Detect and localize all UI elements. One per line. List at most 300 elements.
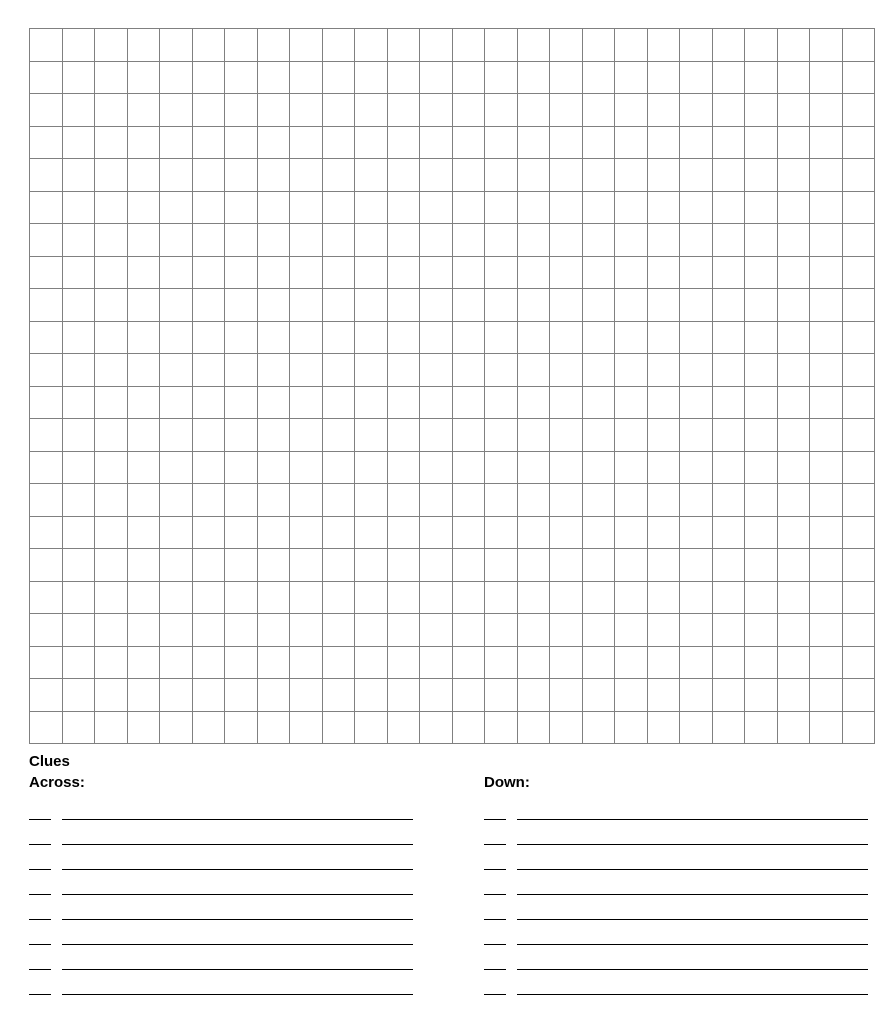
clue-number-blank[interactable] <box>29 993 51 995</box>
clue-text-blank[interactable] <box>62 993 413 995</box>
crossword-cell[interactable] <box>745 94 778 127</box>
crossword-cell[interactable] <box>810 191 843 224</box>
crossword-cell[interactable] <box>810 29 843 62</box>
crossword-cell[interactable] <box>680 419 713 452</box>
crossword-cell[interactable] <box>290 516 323 549</box>
clue-text-blank[interactable] <box>62 868 413 870</box>
crossword-cell[interactable] <box>30 29 63 62</box>
crossword-cell[interactable] <box>322 549 355 582</box>
crossword-cell[interactable] <box>550 256 583 289</box>
crossword-cell[interactable] <box>225 126 258 159</box>
crossword-cell[interactable] <box>550 711 583 744</box>
crossword-cell[interactable] <box>582 191 615 224</box>
crossword-cell[interactable] <box>62 126 95 159</box>
crossword-cell[interactable] <box>62 679 95 712</box>
crossword-cell[interactable] <box>582 679 615 712</box>
crossword-cell[interactable] <box>712 29 745 62</box>
crossword-cell[interactable] <box>777 354 810 387</box>
crossword-cell[interactable] <box>192 191 225 224</box>
crossword-cell[interactable] <box>160 321 193 354</box>
clue-text-blank[interactable] <box>62 893 413 895</box>
crossword-cell[interactable] <box>355 289 388 322</box>
crossword-cell[interactable] <box>712 646 745 679</box>
crossword-cell[interactable] <box>355 29 388 62</box>
crossword-cell[interactable] <box>550 679 583 712</box>
clue-number-blank[interactable] <box>484 993 506 995</box>
crossword-cell[interactable] <box>127 94 160 127</box>
crossword-cell[interactable] <box>485 94 518 127</box>
crossword-cell[interactable] <box>30 451 63 484</box>
crossword-cell[interactable] <box>127 289 160 322</box>
crossword-cell[interactable] <box>420 289 453 322</box>
clue-number-blank[interactable] <box>29 843 51 845</box>
crossword-cell[interactable] <box>387 159 420 192</box>
crossword-cell[interactable] <box>485 711 518 744</box>
crossword-cell[interactable] <box>452 126 485 159</box>
crossword-cell[interactable] <box>95 321 128 354</box>
clue-number-blank[interactable] <box>484 818 506 820</box>
crossword-cell[interactable] <box>745 516 778 549</box>
crossword-cell[interactable] <box>712 484 745 517</box>
crossword-cell[interactable] <box>517 29 550 62</box>
crossword-cell[interactable] <box>712 354 745 387</box>
crossword-cell[interactable] <box>550 419 583 452</box>
clue-number-blank[interactable] <box>29 818 51 820</box>
crossword-cell[interactable] <box>517 516 550 549</box>
clue-text-blank[interactable] <box>62 968 413 970</box>
crossword-cell[interactable] <box>257 516 290 549</box>
crossword-cell[interactable] <box>582 516 615 549</box>
crossword-cell[interactable] <box>420 321 453 354</box>
crossword-cell[interactable] <box>355 159 388 192</box>
crossword-cell[interactable] <box>30 679 63 712</box>
crossword-cell[interactable] <box>647 61 680 94</box>
crossword-cell[interactable] <box>290 224 323 257</box>
crossword-cell[interactable] <box>745 321 778 354</box>
crossword-cell[interactable] <box>712 386 745 419</box>
crossword-cell[interactable] <box>355 321 388 354</box>
crossword-cell[interactable] <box>257 451 290 484</box>
crossword-cell[interactable] <box>127 419 160 452</box>
crossword-cell[interactable] <box>550 646 583 679</box>
clue-number-blank[interactable] <box>484 943 506 945</box>
crossword-cell[interactable] <box>517 224 550 257</box>
crossword-cell[interactable] <box>192 679 225 712</box>
crossword-cell[interactable] <box>30 159 63 192</box>
clue-text-blank[interactable] <box>62 918 413 920</box>
crossword-cell[interactable] <box>62 451 95 484</box>
clue-text-blank[interactable] <box>517 818 868 820</box>
crossword-cell[interactable] <box>810 94 843 127</box>
crossword-cell[interactable] <box>517 484 550 517</box>
crossword-cell[interactable] <box>387 321 420 354</box>
crossword-cell[interactable] <box>452 61 485 94</box>
crossword-cell[interactable] <box>387 224 420 257</box>
crossword-cell[interactable] <box>127 159 160 192</box>
crossword-cell[interactable] <box>550 224 583 257</box>
crossword-cell[interactable] <box>777 224 810 257</box>
crossword-cell[interactable] <box>615 94 648 127</box>
crossword-cell[interactable] <box>550 29 583 62</box>
clue-text-blank[interactable] <box>517 918 868 920</box>
crossword-cell[interactable] <box>842 484 875 517</box>
crossword-cell[interactable] <box>322 321 355 354</box>
crossword-cell[interactable] <box>777 549 810 582</box>
crossword-cell[interactable] <box>355 61 388 94</box>
crossword-cell[interactable] <box>355 646 388 679</box>
crossword-cell[interactable] <box>647 289 680 322</box>
crossword-cell[interactable] <box>62 29 95 62</box>
crossword-cell[interactable] <box>582 711 615 744</box>
crossword-cell[interactable] <box>777 191 810 224</box>
crossword-cell[interactable] <box>95 224 128 257</box>
crossword-cell[interactable] <box>452 646 485 679</box>
crossword-cell[interactable] <box>62 581 95 614</box>
crossword-cell[interactable] <box>160 386 193 419</box>
crossword-cell[interactable] <box>485 419 518 452</box>
crossword-cell[interactable] <box>517 191 550 224</box>
crossword-cell[interactable] <box>647 484 680 517</box>
crossword-cell[interactable] <box>192 94 225 127</box>
crossword-cell[interactable] <box>777 386 810 419</box>
crossword-cell[interactable] <box>842 289 875 322</box>
crossword-cell[interactable] <box>420 711 453 744</box>
crossword-cell[interactable] <box>777 451 810 484</box>
crossword-cell[interactable] <box>777 29 810 62</box>
crossword-cell[interactable] <box>95 191 128 224</box>
crossword-cell[interactable] <box>30 126 63 159</box>
crossword-cell[interactable] <box>192 711 225 744</box>
crossword-cell[interactable] <box>62 94 95 127</box>
crossword-cell[interactable] <box>355 516 388 549</box>
crossword-cell[interactable] <box>257 711 290 744</box>
crossword-cell[interactable] <box>192 29 225 62</box>
crossword-cell[interactable] <box>257 159 290 192</box>
crossword-cell[interactable] <box>680 256 713 289</box>
crossword-cell[interactable] <box>777 256 810 289</box>
crossword-cell[interactable] <box>810 581 843 614</box>
crossword-cell[interactable] <box>842 516 875 549</box>
clue-number-blank[interactable] <box>29 943 51 945</box>
crossword-cell[interactable] <box>712 614 745 647</box>
crossword-cell[interactable] <box>680 451 713 484</box>
crossword-cell[interactable] <box>615 646 648 679</box>
crossword-cell[interactable] <box>30 289 63 322</box>
crossword-cell[interactable] <box>420 451 453 484</box>
crossword-cell[interactable] <box>257 419 290 452</box>
crossword-cell[interactable] <box>62 711 95 744</box>
crossword-cell[interactable] <box>62 549 95 582</box>
crossword-cell[interactable] <box>322 256 355 289</box>
crossword-cell[interactable] <box>842 354 875 387</box>
crossword-cell[interactable] <box>842 29 875 62</box>
crossword-cell[interactable] <box>647 614 680 647</box>
crossword-cell[interactable] <box>452 451 485 484</box>
crossword-cell[interactable] <box>160 419 193 452</box>
crossword-cell[interactable] <box>387 94 420 127</box>
crossword-cell[interactable] <box>95 451 128 484</box>
crossword-cell[interactable] <box>355 94 388 127</box>
crossword-cell[interactable] <box>257 256 290 289</box>
crossword-cell[interactable] <box>745 61 778 94</box>
crossword-cell[interactable] <box>745 711 778 744</box>
crossword-cell[interactable] <box>95 289 128 322</box>
crossword-cell[interactable] <box>745 159 778 192</box>
crossword-cell[interactable] <box>452 614 485 647</box>
crossword-cell[interactable] <box>842 419 875 452</box>
crossword-cell[interactable] <box>517 711 550 744</box>
crossword-cell[interactable] <box>647 159 680 192</box>
crossword-cell[interactable] <box>842 679 875 712</box>
crossword-cell[interactable] <box>225 484 258 517</box>
crossword-cell[interactable] <box>387 484 420 517</box>
crossword-cell[interactable] <box>127 484 160 517</box>
crossword-cell[interactable] <box>615 354 648 387</box>
crossword-cell[interactable] <box>355 126 388 159</box>
crossword-cell[interactable] <box>62 419 95 452</box>
crossword-cell[interactable] <box>127 581 160 614</box>
crossword-cell[interactable] <box>160 711 193 744</box>
crossword-cell[interactable] <box>257 29 290 62</box>
crossword-cell[interactable] <box>127 549 160 582</box>
crossword-cell[interactable] <box>30 256 63 289</box>
crossword-cell[interactable] <box>842 581 875 614</box>
crossword-cell[interactable] <box>680 516 713 549</box>
crossword-cell[interactable] <box>485 646 518 679</box>
crossword-cell[interactable] <box>95 256 128 289</box>
crossword-cell[interactable] <box>322 159 355 192</box>
crossword-cell[interactable] <box>647 581 680 614</box>
crossword-cell[interactable] <box>30 224 63 257</box>
crossword-cell[interactable] <box>810 679 843 712</box>
crossword-cell[interactable] <box>582 646 615 679</box>
crossword-cell[interactable] <box>30 711 63 744</box>
crossword-cell[interactable] <box>160 484 193 517</box>
crossword-cell[interactable] <box>615 386 648 419</box>
crossword-cell[interactable] <box>615 29 648 62</box>
crossword-cell[interactable] <box>225 614 258 647</box>
crossword-cell[interactable] <box>160 581 193 614</box>
crossword-cell[interactable] <box>387 549 420 582</box>
crossword-cell[interactable] <box>647 321 680 354</box>
crossword-cell[interactable] <box>127 711 160 744</box>
crossword-grid-table[interactable] <box>29 28 875 744</box>
crossword-cell[interactable] <box>485 61 518 94</box>
crossword-cell[interactable] <box>647 549 680 582</box>
crossword-cell[interactable] <box>387 354 420 387</box>
crossword-cell[interactable] <box>745 419 778 452</box>
crossword-cell[interactable] <box>777 94 810 127</box>
crossword-cell[interactable] <box>290 321 323 354</box>
crossword-cell[interactable] <box>160 29 193 62</box>
crossword-cell[interactable] <box>160 516 193 549</box>
crossword-cell[interactable] <box>387 126 420 159</box>
crossword-cell[interactable] <box>160 61 193 94</box>
crossword-cell[interactable] <box>485 549 518 582</box>
crossword-cell[interactable] <box>322 451 355 484</box>
crossword-cell[interactable] <box>95 646 128 679</box>
crossword-cell[interactable] <box>485 256 518 289</box>
crossword-cell[interactable] <box>712 516 745 549</box>
crossword-cell[interactable] <box>712 191 745 224</box>
crossword-cell[interactable] <box>712 679 745 712</box>
crossword-cell[interactable] <box>420 29 453 62</box>
crossword-cell[interactable] <box>680 126 713 159</box>
crossword-cell[interactable] <box>582 321 615 354</box>
crossword-cell[interactable] <box>647 711 680 744</box>
crossword-cell[interactable] <box>192 159 225 192</box>
crossword-cell[interactable] <box>290 451 323 484</box>
crossword-cell[interactable] <box>192 451 225 484</box>
crossword-cell[interactable] <box>452 679 485 712</box>
crossword-cell[interactable] <box>127 646 160 679</box>
crossword-cell[interactable] <box>62 289 95 322</box>
crossword-cell[interactable] <box>842 256 875 289</box>
crossword-cell[interactable] <box>777 614 810 647</box>
crossword-cell[interactable] <box>30 321 63 354</box>
crossword-cell[interactable] <box>712 581 745 614</box>
crossword-cell[interactable] <box>452 581 485 614</box>
crossword-cell[interactable] <box>810 126 843 159</box>
crossword-cell[interactable] <box>420 549 453 582</box>
crossword-cell[interactable] <box>160 451 193 484</box>
crossword-cell[interactable] <box>745 256 778 289</box>
crossword-cell[interactable] <box>810 159 843 192</box>
crossword-cell[interactable] <box>257 224 290 257</box>
crossword-cell[interactable] <box>582 484 615 517</box>
crossword-cell[interactable] <box>647 646 680 679</box>
crossword-cell[interactable] <box>680 614 713 647</box>
crossword-cell[interactable] <box>387 419 420 452</box>
crossword-cell[interactable] <box>712 224 745 257</box>
crossword-cell[interactable] <box>745 386 778 419</box>
crossword-cell[interactable] <box>387 386 420 419</box>
crossword-cell[interactable] <box>615 321 648 354</box>
crossword-cell[interactable] <box>62 484 95 517</box>
clue-number-blank[interactable] <box>484 868 506 870</box>
crossword-cell[interactable] <box>127 29 160 62</box>
crossword-cell[interactable] <box>225 581 258 614</box>
crossword-cell[interactable] <box>290 386 323 419</box>
crossword-cell[interactable] <box>680 191 713 224</box>
crossword-cell[interactable] <box>225 516 258 549</box>
clue-text-blank[interactable] <box>517 968 868 970</box>
clue-text-blank[interactable] <box>62 818 413 820</box>
crossword-cell[interactable] <box>550 191 583 224</box>
crossword-cell[interactable] <box>842 321 875 354</box>
crossword-cell[interactable] <box>810 419 843 452</box>
clue-number-blank[interactable] <box>29 918 51 920</box>
crossword-cell[interactable] <box>550 581 583 614</box>
crossword-cell[interactable] <box>680 94 713 127</box>
crossword-cell[interactable] <box>30 614 63 647</box>
crossword-cell[interactable] <box>745 289 778 322</box>
crossword-cell[interactable] <box>127 191 160 224</box>
crossword-cell[interactable] <box>517 126 550 159</box>
crossword-cell[interactable] <box>420 224 453 257</box>
crossword-cell[interactable] <box>420 614 453 647</box>
crossword-cell[interactable] <box>452 224 485 257</box>
crossword-cell[interactable] <box>160 159 193 192</box>
crossword-cell[interactable] <box>615 61 648 94</box>
crossword-cell[interactable] <box>62 321 95 354</box>
crossword-cell[interactable] <box>95 61 128 94</box>
crossword-cell[interactable] <box>777 711 810 744</box>
crossword-cell[interactable] <box>647 354 680 387</box>
crossword-cell[interactable] <box>680 289 713 322</box>
crossword-cell[interactable] <box>647 516 680 549</box>
crossword-cell[interactable] <box>582 419 615 452</box>
crossword-cell[interactable] <box>550 516 583 549</box>
crossword-cell[interactable] <box>485 581 518 614</box>
crossword-cell[interactable] <box>745 29 778 62</box>
crossword-cell[interactable] <box>355 419 388 452</box>
crossword-cell[interactable] <box>95 354 128 387</box>
crossword-cell[interactable] <box>517 321 550 354</box>
crossword-cell[interactable] <box>192 419 225 452</box>
crossword-cell[interactable] <box>452 516 485 549</box>
crossword-cell[interactable] <box>257 321 290 354</box>
crossword-cell[interactable] <box>485 126 518 159</box>
crossword-cell[interactable] <box>95 614 128 647</box>
crossword-cell[interactable] <box>322 354 355 387</box>
crossword-cell[interactable] <box>810 484 843 517</box>
crossword-cell[interactable] <box>355 191 388 224</box>
crossword-cell[interactable] <box>810 646 843 679</box>
crossword-cell[interactable] <box>387 61 420 94</box>
crossword-cell[interactable] <box>30 646 63 679</box>
crossword-cell[interactable] <box>810 516 843 549</box>
crossword-cell[interactable] <box>95 679 128 712</box>
crossword-cell[interactable] <box>95 484 128 517</box>
crossword-cell[interactable] <box>95 94 128 127</box>
crossword-cell[interactable] <box>810 256 843 289</box>
crossword-cell[interactable] <box>290 679 323 712</box>
crossword-cell[interactable] <box>777 126 810 159</box>
crossword-cell[interactable] <box>225 451 258 484</box>
crossword-cell[interactable] <box>387 451 420 484</box>
crossword-cell[interactable] <box>160 126 193 159</box>
crossword-cell[interactable] <box>62 191 95 224</box>
crossword-cell[interactable] <box>62 61 95 94</box>
crossword-cell[interactable] <box>192 549 225 582</box>
crossword-cell[interactable] <box>290 29 323 62</box>
crossword-cell[interactable] <box>647 126 680 159</box>
crossword-cell[interactable] <box>387 581 420 614</box>
crossword-cell[interactable] <box>712 451 745 484</box>
crossword-cell[interactable] <box>160 679 193 712</box>
crossword-cell[interactable] <box>582 159 615 192</box>
crossword-cell[interactable] <box>550 614 583 647</box>
crossword-cell[interactable] <box>257 191 290 224</box>
crossword-cell[interactable] <box>452 29 485 62</box>
crossword-cell[interactable] <box>582 549 615 582</box>
crossword-cell[interactable] <box>550 354 583 387</box>
crossword-cell[interactable] <box>582 224 615 257</box>
crossword-cell[interactable] <box>420 94 453 127</box>
crossword-cell[interactable] <box>777 679 810 712</box>
crossword-cell[interactable] <box>192 224 225 257</box>
crossword-cell[interactable] <box>322 386 355 419</box>
crossword-cell[interactable] <box>810 711 843 744</box>
crossword-cell[interactable] <box>647 191 680 224</box>
crossword-cell[interactable] <box>452 94 485 127</box>
crossword-cell[interactable] <box>615 614 648 647</box>
crossword-cell[interactable] <box>62 646 95 679</box>
crossword-cell[interactable] <box>355 581 388 614</box>
crossword-cell[interactable] <box>810 451 843 484</box>
crossword-cell[interactable] <box>225 646 258 679</box>
